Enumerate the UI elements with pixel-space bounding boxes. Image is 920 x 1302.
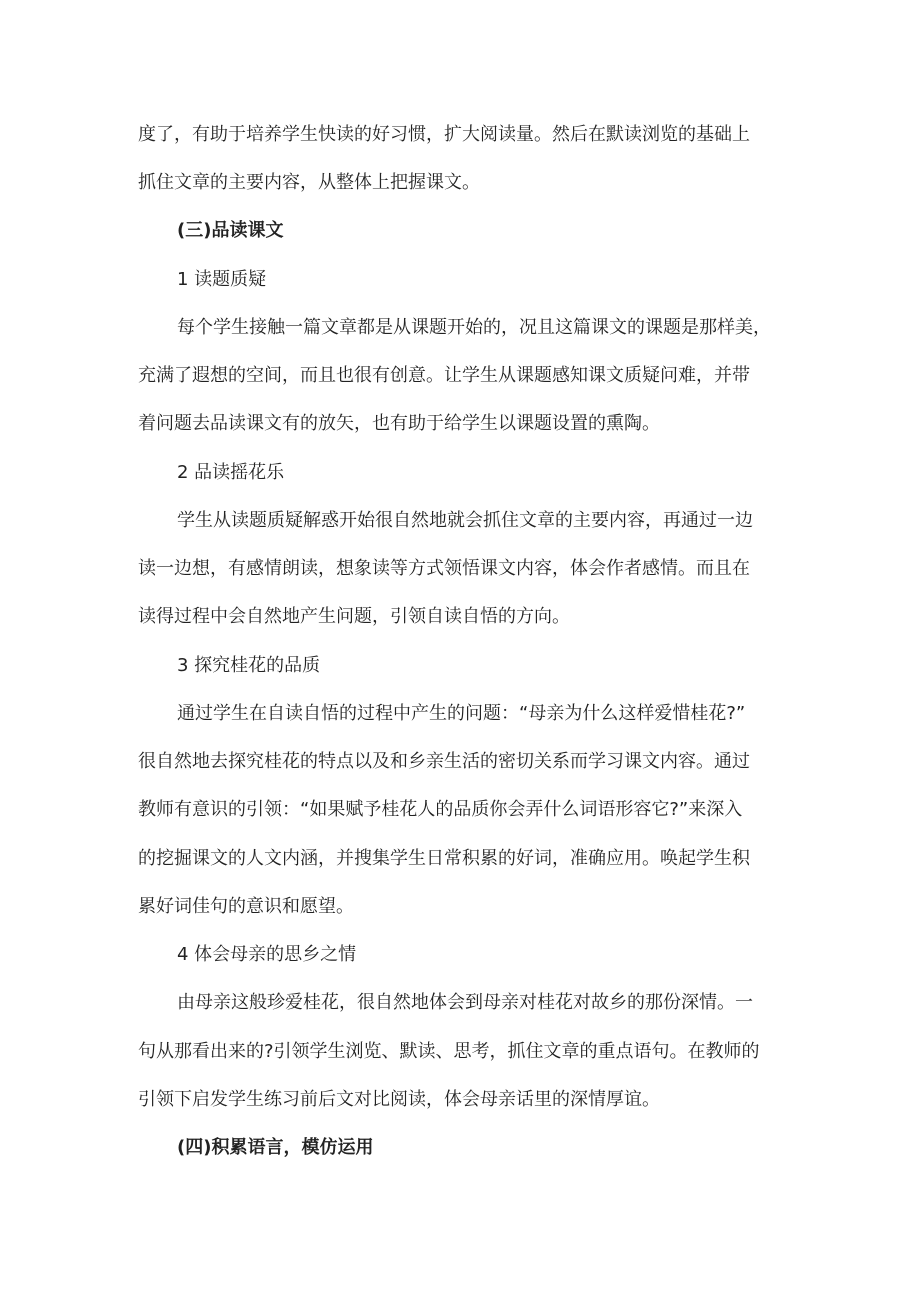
paragraph-line: 句从那看出来的?引领学生浏览、默读、思考，抓住文章的重点语句。在教师的 [138,1041,760,1062]
section-heading: (三)品读课文 [177,220,284,241]
paragraph-line: 引领下启发学生练习前后文对比阅读，体会母亲话里的深情厚谊。 [138,1089,660,1110]
paragraph-line: 的挖掘课文的人文内涵，并搜集学生日常积累的好词，准确应用。唤起学生积 [138,848,750,869]
paragraph-line: 教师有意识的引领：“如果赋予桂花人的品质你会弄什么词语形容它?”来深入 [138,799,743,820]
paragraph-line: 通过学生在自读自悟的过程中产生的问题：“母亲为什么这样爱惜桂花?” [177,703,746,724]
subsection-heading: 1 读题质疑 [177,269,267,290]
paragraph-line: 着问题去品读课文有的放矢，也有助于给学生以课题设置的熏陶。 [138,413,660,434]
section-heading: (四)积累语言，模仿运用 [177,1137,374,1158]
paragraph-line: 很自然地去探究桂花的特点以及和乡亲生活的密切关系而学习课文内容。通过 [138,751,750,772]
paragraph-line: 抓住文章的主要内容，从整体上把握课文。 [138,172,480,193]
paragraph-line: 读得过程中会自然地产生问题，引领自读自悟的方向。 [138,606,570,627]
paragraph-line: 读一边想，有感情朗读，想象读等方式领悟课文内容，体会作者感情。而且在 [138,558,750,579]
paragraph-line: 由母亲这般珍爱桂花，很自然地体会到母亲对桂花对故乡的那份深情。一 [177,992,753,1013]
paragraph-line: 充满了遐想的空间，而且也很有创意。让学生从课题感知课文质疑问难，并带 [138,365,750,386]
paragraph-line: 度了，有助于培养学生快读的好习惯，扩大阅读量。然后在默读浏览的基础上 [138,124,750,145]
paragraph-line: 学生从读题质疑解惑开始很自然地就会抓住文章的主要内容，再通过一边 [177,510,753,531]
paragraph-line: 累好词佳句的意识和愿望。 [138,896,354,917]
subsection-heading: 2 品读摇花乐 [177,462,285,483]
subsection-heading: 3 探究桂花的品质 [177,655,321,676]
paragraph-line: 每个学生接触一篇文章都是从课题开始的，况且这篇课文的课题是那样美， [177,317,771,338]
subsection-heading: 4 体会母亲的思乡之情 [177,944,357,965]
